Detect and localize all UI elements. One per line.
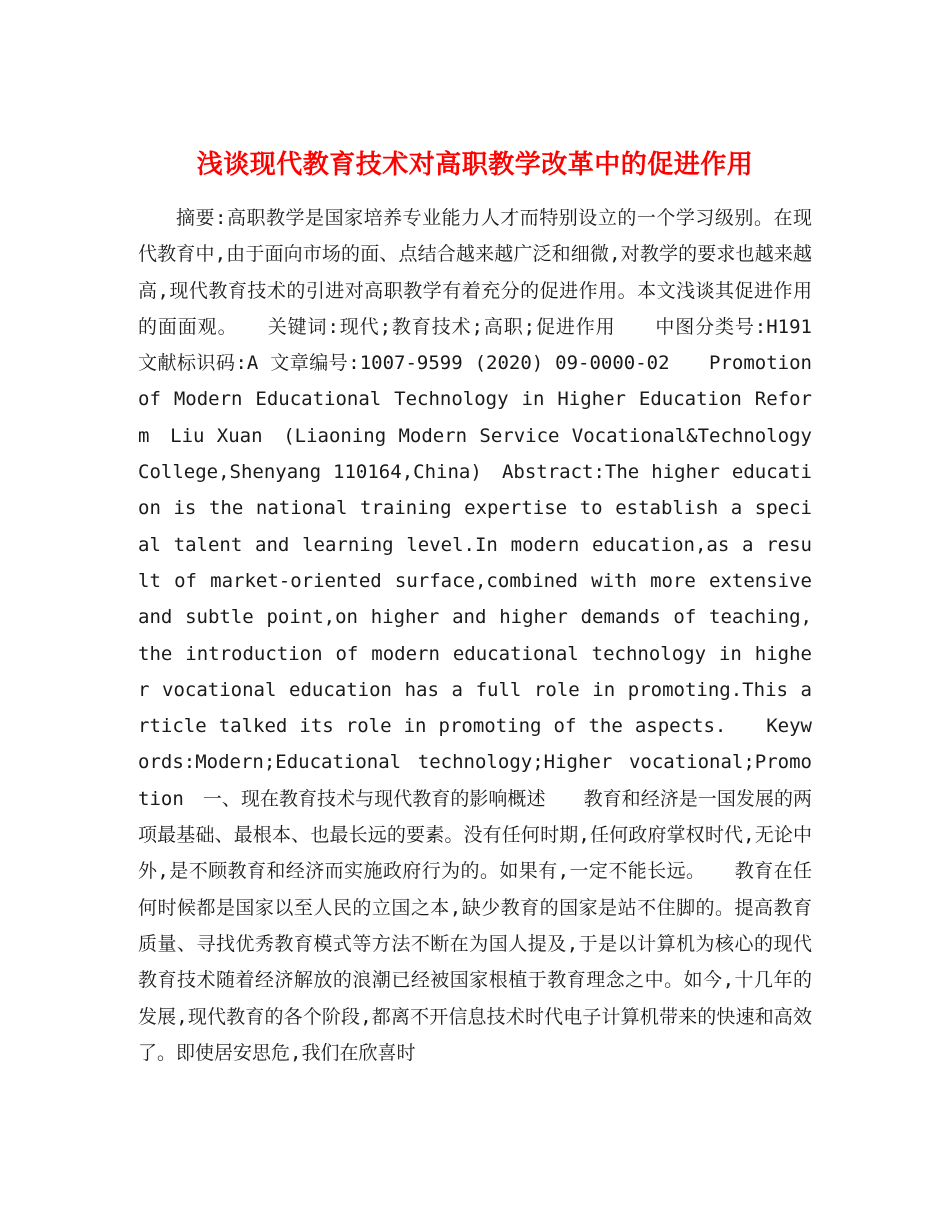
document-title: 浅谈现代教育技术对高职教学改革中的促进作用 (196, 150, 754, 181)
document-body: 摘要:高职教学是国家培养专业能力人才而特别设立的一个学习级别。在现代教育中,由于面向市场的面、点结合越来越广泛和细微,对教学的要求也越来越高,现代教育技术的引进对高职教学有着充分的促进作用。本文浅谈其促进作用的面面观。 关键词:现代;教育技术;高职;促进作用 中图分类号:H191 文献标识码:A 文章编号:1007-9599 (2020) 09-0000-02 Promotion of Modern Educational Technology in Higher Education Reform Liu Xuan (Liaoning Modern Service Vocational&Technology College,Shenyang 110164,China) Abstract:The higher education is the national training expertise to establish a special talent and learning level.In modern education,as a result of market-oriented surface,combined with more extensive and subtle point,on higher and higher demands of teaching,the introduction of modern educational technology in higher vocational education has a full role in promoting.This article talked its role in promoting of the aspects. Keywords:Modern;Educational technology;Higher vocational;Promotion 一、现在教育技术与现代教育的影响概述 教育和经济是一国发展的两项最基础、最根本、也最长远的要素。没有任何时期,任何政府掌权时代,无论中外,是不顾教育和经济而实施政府行为的。如果有,一定不能长远。 教育在任何时候都是国家以至人民的立国之本,缺少教育的国家是站不住脚的。提高教育质量、寻找优秀教育模式等方法不断在为国人提及,于是以计算机为核心的现代教育技术随着经济解放的浪潮已经被国家根植于教育理念之中。如今,十几年的发展,现代教育的各个阶段,都离不开信息技术时代电子计算机带来的快速和高效了。即使居安思危,我们在欣喜时 (138, 207, 812, 1064)
